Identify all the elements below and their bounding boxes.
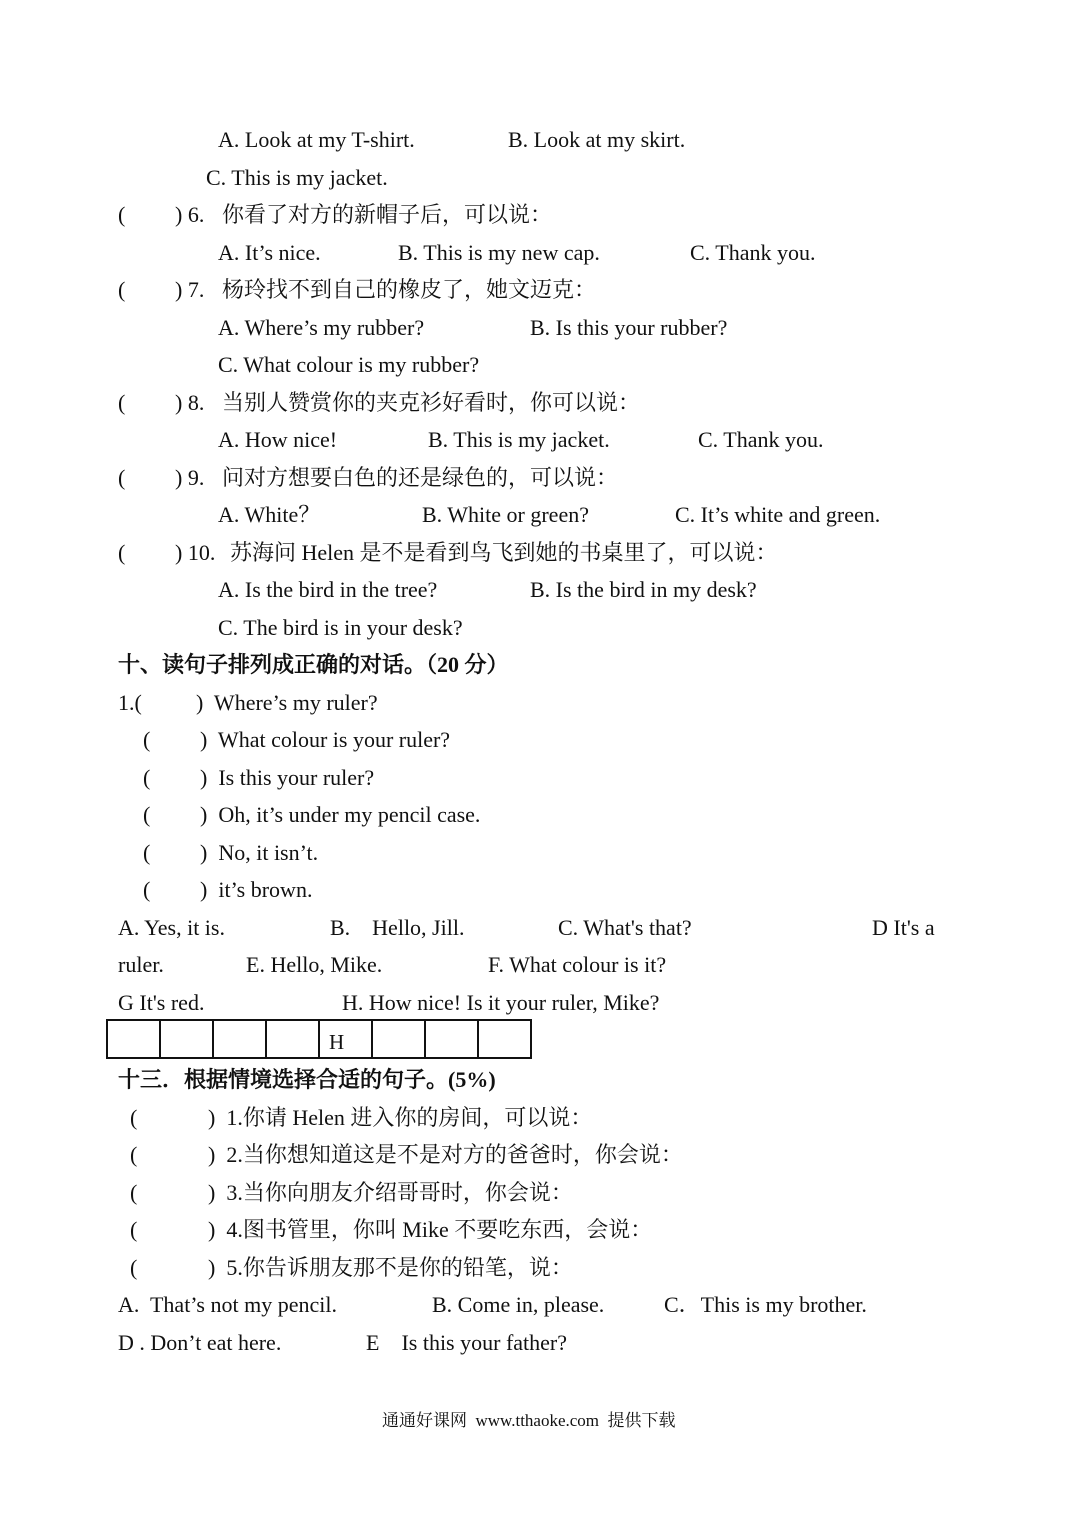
answer-cell[interactable] xyxy=(267,1021,320,1057)
answer-paren-open: ( xyxy=(143,840,151,865)
option-a: A. It’s nice. xyxy=(218,240,321,265)
option-g: G It's red. xyxy=(118,990,205,1015)
answer-paren-open: ( xyxy=(118,540,126,565)
option-a: A. Where’s my rubber? xyxy=(218,315,425,340)
answer-paren-open: ( xyxy=(143,727,151,752)
option-d-continued: ruler. xyxy=(118,952,164,977)
option-a: A. That’s not my pencil. xyxy=(118,1292,337,1317)
option-e: E Is this your father? xyxy=(366,1330,567,1355)
answer-paren-open: ( xyxy=(143,765,151,790)
q5-option-a: A. Look at my T-shirt. xyxy=(218,127,415,152)
question-number: ) 9. xyxy=(175,465,205,490)
section-13-title: 十三．根据情境选择合适的句子。(5%) xyxy=(118,1067,496,1092)
option-h: H. How nice! Is it your ruler, Mike? xyxy=(342,990,660,1015)
answer-paren-open: ( xyxy=(118,465,126,490)
option-b: B. Is this your rubber? xyxy=(530,315,728,340)
answer-paren-open: ( xyxy=(130,1255,138,1280)
answer-paren-open: ( xyxy=(143,877,151,902)
option-a: A. How nice! xyxy=(218,427,338,452)
option-c: C. The bird is in your desk? xyxy=(218,615,463,640)
question-number: ) 6. xyxy=(175,202,205,227)
answer-paren-open: ( xyxy=(143,802,151,827)
question-text: 当别人赞赏你的夹克衫好看时，你可以说： xyxy=(222,390,641,415)
answer-paren-open: ( xyxy=(130,1142,138,1167)
option-a: A. White？ xyxy=(218,502,321,527)
option-b: B. Is the bird in my desk? xyxy=(530,577,757,602)
answer-paren-open: ( xyxy=(118,390,126,415)
option-c: C. What colour is my rubber? xyxy=(218,352,480,377)
dialogue-row: ) Where’s my ruler? xyxy=(196,690,378,715)
footer-source: 通通好课网 www.tthaoke.com 提供下载 xyxy=(382,1411,676,1430)
question-number: ) 10. xyxy=(175,540,216,565)
situation-question: ) 5.你告诉朋友那不是你的铅笔，说： xyxy=(208,1255,573,1280)
question-text: 你看了对方的新帽子后，可以说： xyxy=(222,202,553,227)
answer-paren-open: ( xyxy=(118,277,126,302)
answer-cell[interactable] xyxy=(373,1021,426,1057)
question-text: 问对方想要白色的还是绿色的，可以说： xyxy=(222,465,619,490)
option-b: B. This is my new cap. xyxy=(398,240,600,265)
question-number: ) 8. xyxy=(175,390,205,415)
situation-question: ) 1.你请 Helen 进入你的房间，可以说： xyxy=(208,1105,593,1130)
dialogue-row: ) Oh, it’s under my pencil case. xyxy=(200,802,481,827)
option-b: B. White or green? xyxy=(422,502,589,527)
answer-cell[interactable] xyxy=(214,1021,267,1057)
option-c: C. Thank you. xyxy=(690,240,816,265)
question-number: ) 7. xyxy=(175,277,205,302)
option-f: F. What colour is it? xyxy=(488,952,667,977)
option-b: B. Come in, please. xyxy=(432,1292,605,1317)
answer-cell[interactable] xyxy=(479,1021,532,1057)
answer-paren-open: ( xyxy=(118,202,126,227)
answer-cell-filled[interactable]: H xyxy=(320,1021,373,1057)
answer-cell[interactable] xyxy=(426,1021,479,1057)
dialogue-row-prefix: 1.( xyxy=(118,690,142,715)
situation-question: ) 2.当你想知道这是不是对方的爸爸时，你会说： xyxy=(208,1142,683,1167)
answer-paren-open: ( xyxy=(130,1105,138,1130)
dialogue-row: ) it’s brown. xyxy=(200,877,313,902)
option-d: D It's a xyxy=(872,915,935,940)
option-a: A. Is the bird in the tree? xyxy=(218,577,438,602)
answer-paren-open: ( xyxy=(130,1217,138,1242)
question-text: 杨玲找不到自己的橡皮了，她文迈克： xyxy=(222,277,597,302)
q5-option-b: B. Look at my skirt. xyxy=(508,127,686,152)
option-b: B. This is my jacket. xyxy=(428,427,610,452)
dialogue-row: ) Is this your ruler? xyxy=(200,765,375,790)
option-b: B. Hello, Jill. xyxy=(330,915,465,940)
answer-cell[interactable] xyxy=(161,1021,214,1057)
question-text: 苏海问 Helen 是不是看到鸟飞到她的书桌里了，可以说： xyxy=(230,540,778,565)
answer-cell[interactable] xyxy=(108,1021,161,1057)
option-c: C. Thank you. xyxy=(698,427,824,452)
q5-option-c: C. This is my jacket. xyxy=(206,165,388,190)
answer-grid xyxy=(106,1019,532,1059)
situation-question: ) 4.图书管里，你叫 Mike 不要吃东西，会说： xyxy=(208,1217,653,1242)
option-c: C. What's that? xyxy=(558,915,692,940)
situation-question: ) 3.当你向朋友介绍哥哥时，你会说： xyxy=(208,1180,573,1205)
option-c: C．This is my brother. xyxy=(664,1292,867,1317)
dialogue-row: ) No, it isn’t. xyxy=(200,840,319,865)
option-c: C. It’s white and green. xyxy=(675,502,881,527)
option-d: D . Don’t eat here. xyxy=(118,1330,282,1355)
option-a: A. Yes, it is. xyxy=(118,915,225,940)
section-10-title: 十、读句子排列成正确的对话。（20 分） xyxy=(118,652,509,677)
dialogue-row: ) What colour is your ruler? xyxy=(200,727,451,752)
option-e: E. Hello, Mike. xyxy=(246,952,383,977)
answer-paren-open: ( xyxy=(130,1180,138,1205)
